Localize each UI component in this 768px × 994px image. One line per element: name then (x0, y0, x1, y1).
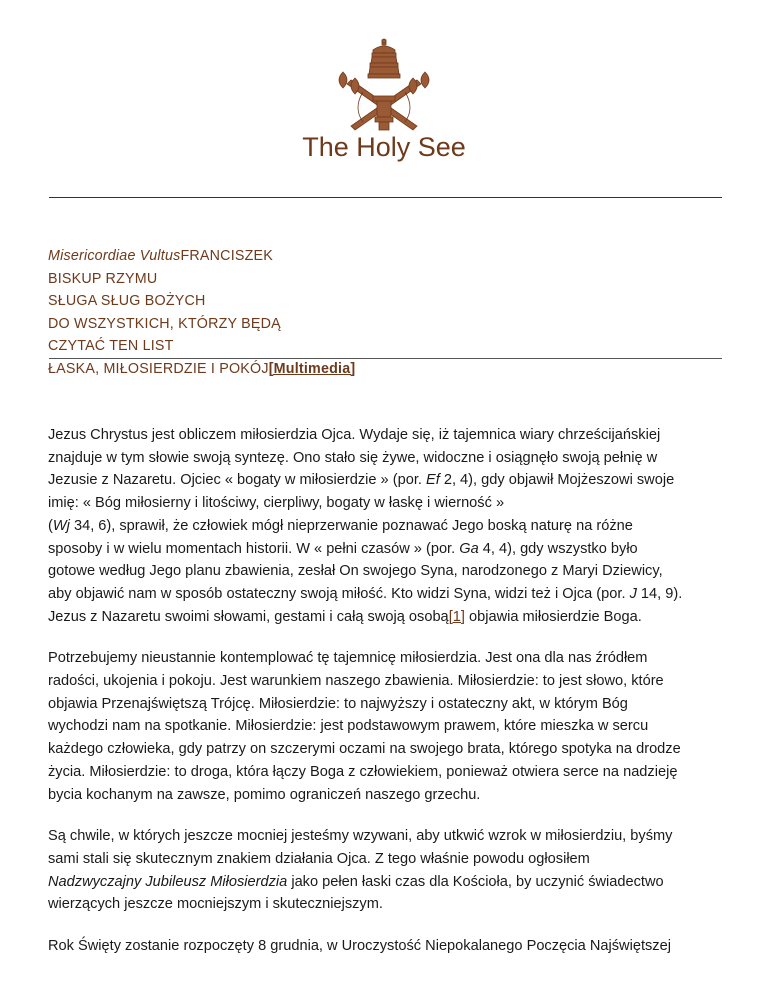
multimedia-link[interactable]: [Multimedia] (268, 360, 356, 377)
greeting-text: ŁASKA, MIŁOSIERDZIE I POKÓJ (48, 360, 269, 377)
paragraph-1 (48, 424, 728, 628)
document-body (48, 424, 728, 977)
header-line-1 (48, 245, 728, 268)
text-line (48, 583, 728, 606)
site-title[interactable]: The Holy See (302, 132, 466, 162)
text-span: Jezusie z Nazaretu. Ojciec « bogaty w miłosierdzie » (por. (48, 472, 426, 489)
text-line: każdego człowieka, gdy patrzy on szczerymi oczami na swojego brata, którego spotyka na drodze (48, 741, 681, 758)
bible-ref: J (629, 585, 637, 602)
servant-title: SŁUGA SŁUG BOŻYCH (48, 293, 206, 309)
footnote-link[interactable]: [1] (448, 608, 465, 625)
bible-ref: Ef (425, 472, 440, 489)
text-line: wierzących jeszcze mocniejszym i skuteczniejszym. (48, 896, 383, 913)
addressee-line-1: DO WSZYSTKICH, KTÓRZY BĘDĄ (48, 315, 281, 332)
text-line: Rok Święty zostanie rozpoczęty 8 grudnia, w Uroczystość Niepokalanego Poczęcia Najświętszej (48, 938, 671, 955)
text-span: 2, 4), gdy objawił Mojżeszowi swoje (439, 472, 675, 489)
text-span: objawia miłosierdzie Boga. (464, 608, 642, 625)
text-line: Potrzebujemy nieustannie kontemplować tę tajemnicę miłosierdzia. Jest ona dla nas źródłem (48, 650, 648, 667)
text-line: wychodzi nam na spotkanie. Miłosierdzie: jest podstawowym prawem, które mieszka w sercu (48, 718, 649, 735)
text-line (48, 538, 728, 561)
text-span: aby objawić nam w sposób ostateczny swoją miłość. Kto widzi Syna, widzi też i Ojca (por. (48, 585, 630, 602)
jubilee-name: Nadzwyczajny Jubileusz Miłosierdzia (48, 873, 288, 890)
paragraph-3 (48, 825, 728, 916)
paragraph-2 (48, 647, 728, 806)
text-line: objawia Przenajświętszą Trójcę. Miłosierdzie: to najwyższy i ostateczny akt, w którym Bóg (48, 695, 628, 712)
author-name: FRANCISZEK (180, 248, 274, 264)
author-title: BISKUP RZYMU (48, 270, 158, 287)
paragraph-4 (48, 935, 728, 958)
text-line (48, 469, 728, 492)
text-span: jako pełen łaski czas dla Kościoła, by uczynić świadectwo (287, 873, 664, 890)
text-line: Jezus Chrystus jest obliczem miłosierdzia Ojca. Wydaje się, iż tajemnica wiary chrześcijańskiej (48, 427, 661, 443)
text-line: gotowe według Jego planu zbawienia, zesłał On swojego Syna, narodzonego z Maryi Dziewicy, (48, 563, 663, 580)
section-divider (49, 358, 722, 359)
text-line (48, 606, 728, 629)
bible-ref: Wj (52, 517, 70, 534)
text-line: życia. Miłosierdzie: to droga, która łączy Boga z człowiekiem, ponieważ otwiera serce na nadzieję (48, 763, 678, 780)
text-line: Są chwile, w których jeszcze mocniej jesteśmy wzywani, aby utkwić wzrok w miłosierdziu, byśmy (48, 828, 673, 845)
bible-ref: Ga (459, 540, 479, 557)
text-line: imię: « Bóg miłosierny i litościwy, cierpliwy, bogaty w łaskę i wierność » (48, 495, 505, 512)
text-line: sami stali się skutecznym znakiem działania Ojca. Z tego właśnie powodu ogłosiłem (48, 850, 590, 867)
text-span: Jezus z Nazaretu swoimi słowami, gestami i całą swoją osobą (48, 608, 449, 625)
addressee-line-2: CZYTAĆ TEN LIST (48, 338, 174, 354)
text-line (48, 515, 728, 538)
document-header (48, 245, 728, 380)
text-line: bycia kochanym na zawsze, pomimo ograniczeń naszego grzechu. (48, 786, 481, 803)
text-line (48, 871, 728, 894)
text-span: ( (48, 517, 53, 534)
text-span: 34, 6), sprawił, że człowiek mógł nieprzerwanie poznawać Jego boską naturę na różne (69, 517, 633, 534)
papal-coat-of-arms-icon (333, 38, 435, 134)
header-divider (49, 197, 722, 198)
text-span: sposoby i w wielu momentach historii. W « pełni czasów » (por. (48, 540, 460, 557)
document-title: Misericordiae Vultus (48, 248, 181, 264)
text-span: 4, 4), gdy wszystko było (478, 540, 638, 557)
text-line: znajduje w tym słowie swoją syntezę. Ono stało się żywe, widoczne i osiągnęło swoją pełnię w (48, 449, 658, 466)
text-line: radości, ukojenia i pokoju. Jest warunkiem naszego zbawienia. Miłosierdzie: to jest słowo, które (48, 673, 664, 690)
text-span: 14, 9). (636, 585, 683, 602)
greeting-line (48, 358, 728, 381)
